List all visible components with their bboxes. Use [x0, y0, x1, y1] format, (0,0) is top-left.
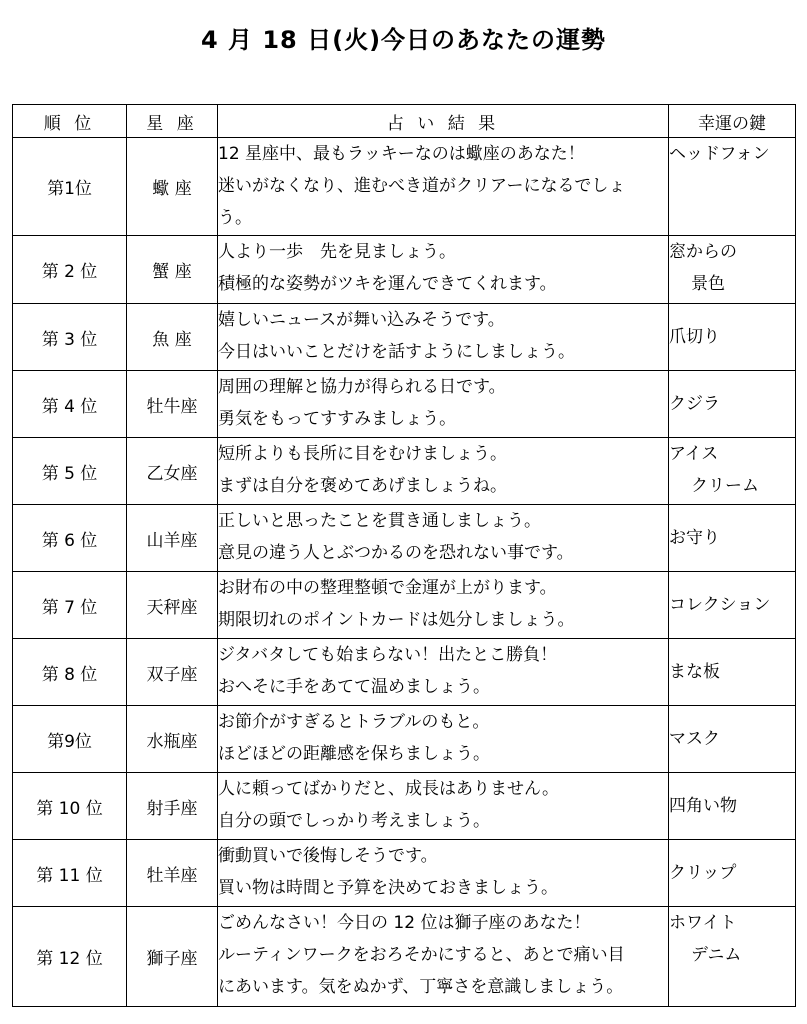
lucky-key-line: マスク [669, 729, 720, 749]
lucky-key-cell [669, 706, 796, 773]
lucky-key-line: アイス [669, 444, 719, 464]
lucky-key-cell [669, 438, 796, 505]
lucky-key-line: クリップ [669, 863, 737, 883]
result-line: まずは自分を褒めてあげましょうね。 [218, 476, 507, 496]
result-line: 迷いがなくなり、進むべき道がクリアーになるでしょ [218, 176, 626, 196]
fortune-result-cell [218, 236, 669, 304]
fortune-result-cell [218, 304, 669, 371]
result-line: ジタバタしても始まらない！出たとこ勝負！ [218, 645, 558, 665]
lucky-key-line: お守り [669, 528, 720, 548]
lucky-key-line: ヘッドフォン [669, 144, 770, 164]
result-line: お節介がすぎるとトラブルのもと。 [218, 712, 490, 732]
result-line: 12 星座中、最もラッキーなのは蠍座のあなた！ [218, 144, 585, 164]
result-line: ルーティンワークをおろそかにすると、あとで痛い目 [218, 945, 625, 965]
result-line: にあいます。気をぬかず、丁寧さを意識しましょう。 [218, 977, 624, 997]
result-line: 意見の違う人とぶつかるのを恐れない事です。 [218, 543, 574, 563]
table-row [13, 236, 796, 304]
rank-cell: 第 12 位 [13, 907, 127, 1007]
table-row [13, 639, 796, 706]
fortune-result-cell [218, 706, 669, 773]
fortune-result-cell [218, 572, 669, 639]
lucky-key-line: 景色 [691, 274, 725, 294]
table-row [13, 505, 796, 572]
result-line: 周囲の理解と協力が得られる日です。 [218, 377, 506, 397]
rank-cell: 第 11 位 [13, 840, 127, 907]
zodiac-sign-cell: 乙女座 [127, 438, 218, 505]
result-line: 人より一歩 先を見ましょう。 [218, 242, 456, 262]
table-row [13, 840, 796, 907]
result-line: 衝動買いで後悔しそうです。 [218, 846, 438, 866]
fortune-result-cell [218, 438, 669, 505]
lucky-key-line: ホワイト [669, 913, 737, 933]
lucky-key-cell [669, 138, 796, 236]
lucky-key-cell [669, 840, 796, 907]
zodiac-sign-cell: 山羊座 [127, 505, 218, 572]
fortune-result-cell [218, 371, 669, 438]
result-line: 勇気をもってすすみましょう。 [218, 409, 457, 429]
zodiac-sign-cell: 蠍 座 [127, 138, 218, 236]
lucky-key-cell [669, 371, 796, 438]
lucky-key-line: クリーム [691, 476, 759, 496]
lucky-key-line: 窓からの [669, 242, 737, 262]
result-line: 自分の頭でしっかり考えましょう。 [218, 811, 490, 831]
lucky-key-cell [669, 639, 796, 706]
lucky-key-cell [669, 304, 796, 371]
lucky-key-cell [669, 773, 796, 840]
zodiac-sign-cell: 獅子座 [127, 907, 218, 1007]
rank-cell: 第 7 位 [13, 572, 127, 639]
result-line: う。 [218, 208, 252, 228]
rank-cell: 第 3 位 [13, 304, 127, 371]
table-row [13, 706, 796, 773]
table-row [13, 138, 796, 236]
lucky-key-cell [669, 505, 796, 572]
fortune-result-cell [218, 138, 669, 236]
table-header-row [13, 105, 796, 138]
header-sign: 星 座 [127, 105, 218, 138]
table-row [13, 304, 796, 371]
rank-cell: 第 6 位 [13, 505, 127, 572]
zodiac-sign-cell: 天秤座 [127, 572, 218, 639]
lucky-key-line: 爪切り [669, 327, 720, 347]
result-line: 今日はいいことだけを話すようにしましょう。 [218, 342, 575, 362]
result-line: 短所よりも長所に目をむけましょう。 [218, 444, 507, 464]
fortune-result-cell [218, 840, 669, 907]
header-rank: 順 位 [13, 105, 127, 138]
rank-cell: 第 10 位 [13, 773, 127, 840]
rank-cell: 第1位 [13, 138, 127, 236]
lucky-key-cell [669, 907, 796, 1007]
rank-cell: 第 4 位 [13, 371, 127, 438]
table-row [13, 371, 796, 438]
result-line: 人に頼ってばかりだと、成長はありません。 [218, 779, 560, 799]
zodiac-sign-cell: 魚 座 [127, 304, 218, 371]
lucky-key-line: 四角い物 [669, 796, 737, 816]
fortune-table [12, 104, 796, 1007]
fortune-result-cell [218, 505, 669, 572]
rank-cell: 第9位 [13, 706, 127, 773]
table-row [13, 438, 796, 505]
zodiac-sign-cell: 水瓶座 [127, 706, 218, 773]
rank-cell: 第 8 位 [13, 639, 127, 706]
lucky-key-cell [669, 572, 796, 639]
result-line: ほどほどの距離感を保ちましょう。 [218, 744, 490, 764]
result-line: 嬉しいニュースが舞い込みそうです。 [218, 310, 505, 330]
lucky-key-cell [669, 236, 796, 304]
result-line: おへそに手をあてて温めましょう。 [218, 677, 490, 697]
lucky-key-line: デニム [691, 945, 742, 965]
fortune-result-cell [218, 773, 669, 840]
zodiac-sign-cell: 牡牛座 [127, 371, 218, 438]
header-lucky-key: 幸運の鍵 [669, 105, 796, 138]
result-line: 買い物は時間と予算を決めておきましょう。 [218, 878, 558, 898]
table-row [13, 907, 796, 1007]
result-line: 積極的な姿勢がツキを運んできてくれます。 [218, 274, 557, 294]
zodiac-sign-cell: 双子座 [127, 639, 218, 706]
result-line: 正しいと思ったことを貫き通しましょう。 [218, 511, 541, 531]
result-line: 期限切れのポイントカードは処分しましょう。 [218, 610, 575, 630]
rank-cell: 第 5 位 [13, 438, 127, 505]
fortune-result-cell [218, 907, 669, 1007]
table-row [13, 773, 796, 840]
rank-cell: 第 2 位 [13, 236, 127, 304]
zodiac-sign-cell: 牡羊座 [127, 840, 218, 907]
table-row [13, 572, 796, 639]
lucky-key-line: クジラ [669, 394, 720, 414]
header-result: 占 い 結 果 [218, 105, 669, 138]
lucky-key-line: まな板 [669, 662, 720, 682]
result-line: お財布の中の整理整頓で金運が上がります。 [218, 578, 557, 598]
result-line: ごめんなさい！今日の 12 位は獅子座のあなた！ [218, 913, 591, 933]
zodiac-sign-cell: 蟹 座 [127, 236, 218, 304]
fortune-result-cell [218, 639, 669, 706]
zodiac-sign-cell: 射手座 [127, 773, 218, 840]
lucky-key-line: コレクション [669, 595, 771, 615]
page-title: 4 月 18 日(火)今日のあなたの運勢 [200, 26, 607, 54]
